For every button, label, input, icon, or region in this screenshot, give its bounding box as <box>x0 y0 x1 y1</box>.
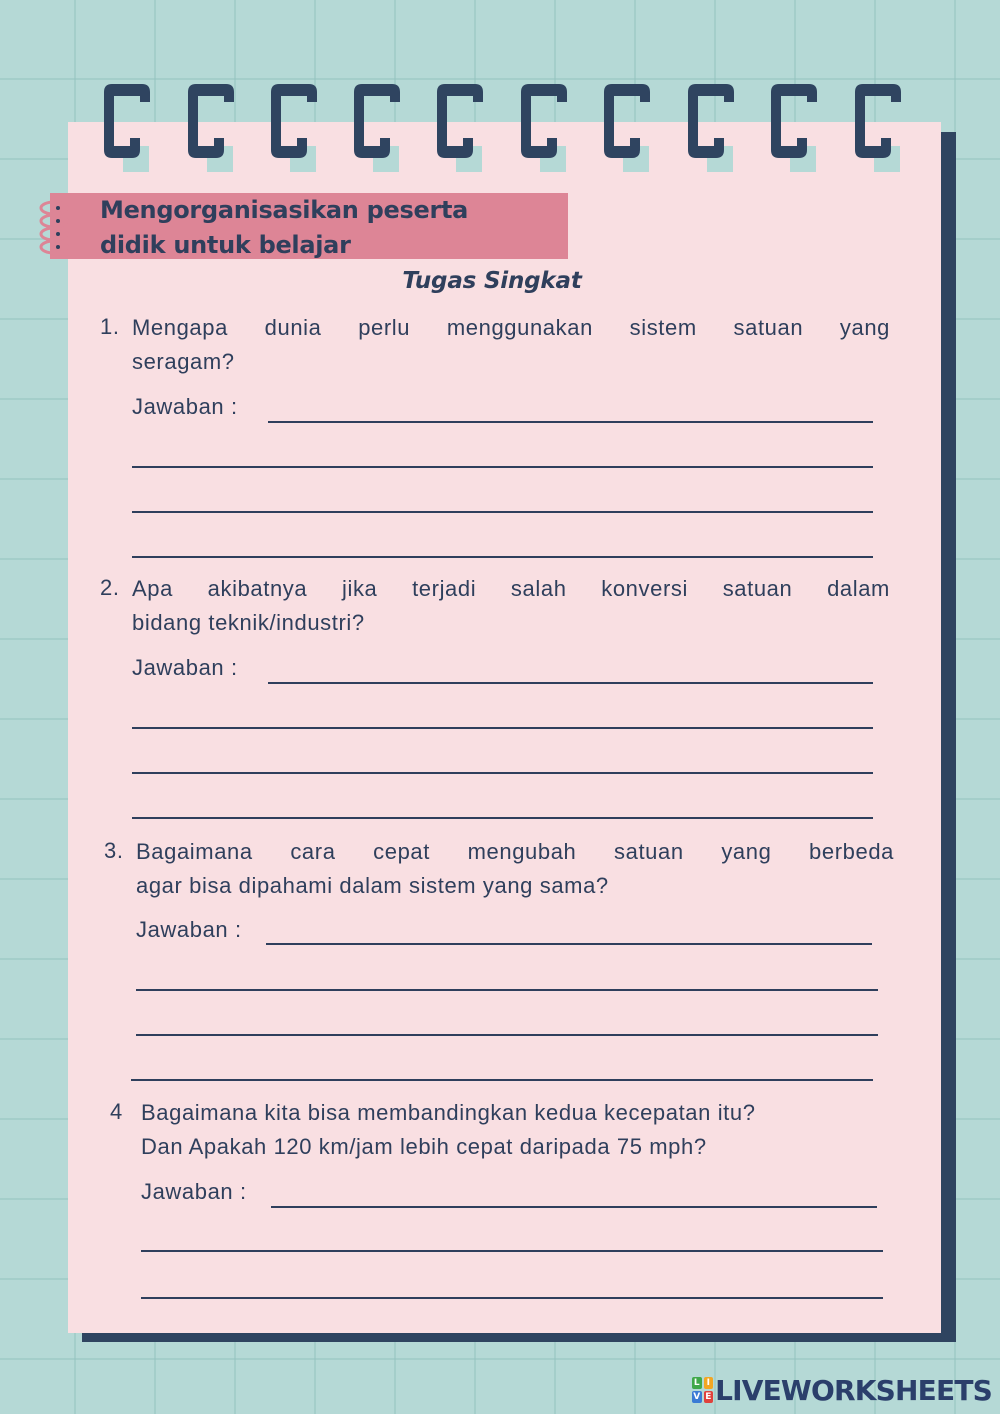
question-2-number: 2. <box>100 575 120 600</box>
question-1-answer-line-4[interactable] <box>132 556 873 558</box>
spiral-ring-icon <box>184 80 236 172</box>
spiral-ring-icon <box>517 80 569 172</box>
spiral-ring-icon <box>100 80 152 172</box>
logo-mark-letter: L <box>693 1378 700 1388</box>
question-3-answer-line-4[interactable] <box>131 1079 873 1081</box>
question-1-answer-line-1[interactable] <box>268 421 873 423</box>
banner-title-line2: didik untuk belajar <box>100 231 351 259</box>
question-1-number: 1. <box>100 314 120 339</box>
spiral-ring-icon <box>684 80 736 172</box>
question-1-text-line1: Mengapa dunia perlu menggunakan sistem satuan yang <box>132 315 890 340</box>
question-4-answer-line-3[interactable] <box>141 1297 883 1299</box>
banner-title <box>100 193 560 263</box>
spiral-ring-icon <box>350 80 402 172</box>
question-4-answer-line-1[interactable] <box>271 1206 877 1208</box>
question-4-text-line2: Dan Apakah 120 km/jam lebih cepat daripada 75 mph? <box>141 1134 707 1159</box>
question-2-answer-line-4[interactable] <box>132 817 873 819</box>
question-3-text-line2: agar bisa dipahami dalam sistem yang sama? <box>136 873 609 898</box>
logo-mark-letter: E <box>705 1392 712 1402</box>
page-subtitle: Tugas Singkat <box>402 268 582 294</box>
spiral-ring-icon <box>851 80 903 172</box>
question-2-answer-line-1[interactable] <box>268 682 873 684</box>
liveworksheets-logo-icon <box>692 1377 713 1403</box>
question-1-answer-label: Jawaban : <box>132 394 238 419</box>
question-4-answer-line-2[interactable] <box>141 1250 883 1252</box>
question-2-answer-line-2[interactable] <box>132 727 873 729</box>
question-3-answer-line-2[interactable] <box>136 989 878 991</box>
question-1-text-line2: seragam? <box>132 349 235 374</box>
spiral-ring-icon <box>433 80 485 172</box>
spiral-ring-icon <box>267 80 319 172</box>
question-1-answer-line-3[interactable] <box>132 511 873 513</box>
question-3-text-line1: Bagaimana cara cepat mengubah satuan yang berbeda <box>136 839 894 864</box>
logo-mark-letter: V <box>693 1392 701 1402</box>
coil-icon <box>38 196 70 258</box>
question-4-number: 4 <box>110 1099 123 1124</box>
question-1-answer-line-2[interactable] <box>132 466 873 468</box>
question-2-text-line1: Apa akibatnya jika terjadi salah konversi satuan dalam <box>132 576 890 601</box>
question-2-answer-line-3[interactable] <box>132 772 873 774</box>
question-4-text-line1: Bagaimana kita bisa membandingkan kedua kecepatan itu? <box>141 1100 756 1125</box>
spiral-ring-icon <box>600 80 652 172</box>
question-4-answer-label: Jawaban : <box>141 1179 247 1204</box>
question-3-number: 3. <box>104 838 124 863</box>
question-3-answer-label: Jawaban : <box>136 917 242 942</box>
question-2-text-line2: bidang teknik/industri? <box>132 610 365 635</box>
logo-mark-letter: I <box>704 1377 714 1389</box>
liveworksheets-logo-text: LIVEWORKSHEETS <box>715 1373 992 1407</box>
question-3-answer-line-1[interactable] <box>266 943 872 945</box>
banner-title-line1: Mengorganisasikan peserta <box>100 196 469 224</box>
question-3-answer-line-3[interactable] <box>136 1034 878 1036</box>
question-2-answer-label: Jawaban : <box>132 655 238 680</box>
liveworksheets-logo[interactable] <box>692 1373 992 1407</box>
spiral-ring-icon <box>767 80 819 172</box>
